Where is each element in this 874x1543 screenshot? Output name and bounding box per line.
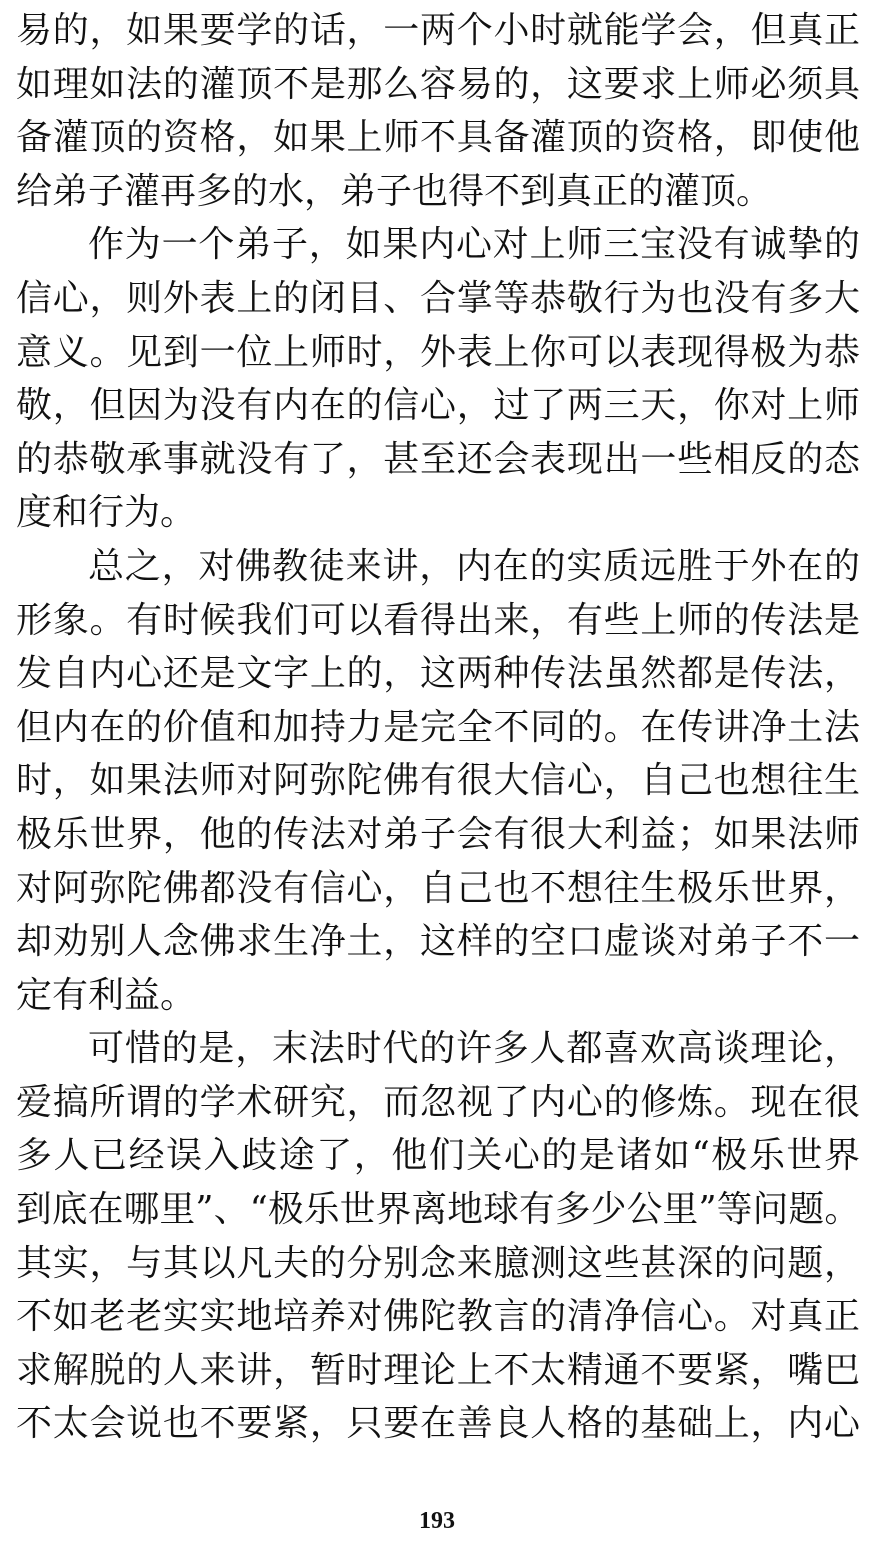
text-line: 发自内心还是文字上的，这两种传法虽然都是传法，: [16, 653, 860, 695]
text-line: 备灌顶的资格，如果上师不具备灌顶的资格，即使他: [16, 117, 860, 159]
text-line: 但内在的价值和加持力是完全不同的。在传讲净土法: [16, 706, 860, 748]
text-line: 求解脱的人来讲，暂时理论上不太精通不要紧，嘴巴: [16, 1349, 860, 1391]
text-line: 多人已经误入歧途了，他们关心的是诸如“极乐世界: [16, 1135, 860, 1177]
text-line: 不如老老实实地培养对佛陀教言的清净信心。对真正: [16, 1296, 860, 1338]
text-line: 其实，与其以凡夫的分别念来臆测这些甚深的问题，: [16, 1242, 860, 1284]
body-text: [16, 4, 860, 1451]
text-line: 易的，如果要学的话，一两个小时就能学会，但真正: [16, 10, 860, 51]
text-line: 却劝别人念佛求生净土，这样的空口虚谈对弟子不一: [16, 921, 860, 963]
text-line: 作为一个弟子，如果内心对上师三宝没有诚挚的: [88, 224, 860, 266]
text-line: 时，如果法师对阿弥陀佛有很大信心，自己也想往生: [16, 760, 860, 802]
text-line: 对阿弥陀佛都没有信心，自己也不想往生极乐世界，: [16, 867, 860, 909]
text-line: 信心，则外表上的闭目、合掌等恭敬行为也没有多大: [16, 277, 860, 319]
text-line: 极乐世界，他的传法对弟子会有很大利益；如果法师: [16, 813, 860, 855]
text-line: 总之，对佛教徒来讲，内在的实质远胜于外在的: [88, 545, 860, 587]
text-line: 敬，但因为没有内在的信心，过了两三天，你对上师: [16, 385, 860, 427]
text-line: 度和行为。: [16, 492, 197, 534]
text-line: 如理如法的灌顶不是那么容易的，这要求上师必须具: [16, 63, 860, 105]
text-line: 可惜的是，末法时代的许多人都喜欢高谈理论，: [88, 1028, 860, 1070]
text-line: 爱搞所谓的学术研究，而忽视了内心的修炼。现在很: [16, 1081, 860, 1123]
text-line: 给弟子灌再多的水，弟子也得不到真正的灌顶。: [16, 170, 773, 212]
text-line: 形象。有时候我们可以看得出来，有些上师的传法是: [16, 599, 860, 641]
text-line: 意义。见到一位上师时，外表上你可以表现得极为恭: [16, 331, 860, 373]
text-line: 定有利益。: [16, 974, 197, 1016]
page-number: 193: [419, 1508, 455, 1534]
text-line: 的恭敬承事就没有了，甚至还会表现出一些相反的态: [16, 438, 860, 480]
text-line: 到底在哪里”、“极乐世界离地球有多少公里”等问题。: [16, 1189, 860, 1231]
text-line: 不太会说也不要紧，只要在善良人格的基础上，内心: [16, 1403, 860, 1445]
